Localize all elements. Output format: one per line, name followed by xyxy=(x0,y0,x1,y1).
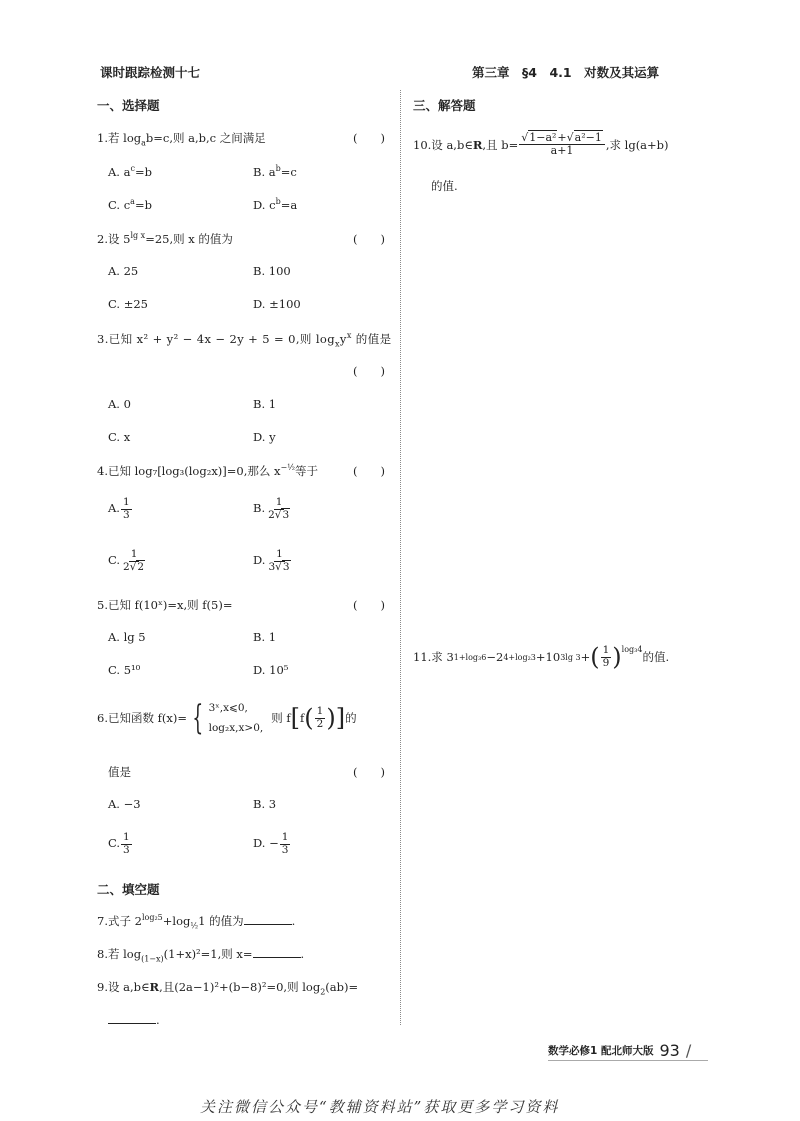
column-divider xyxy=(400,90,401,1025)
answer-paren-1[interactable]: ( ) xyxy=(353,131,385,145)
q5-option-d[interactable]: D. 10⁵ xyxy=(253,663,289,677)
page-footer xyxy=(548,1041,691,1060)
q4-option-c[interactable]: C. $\frac{1}{2√2}$ xyxy=(108,549,148,573)
question-7: 7.式子 $2^{log_25}+\log_{\frac{1}{2}}1$ 的值为 . xyxy=(97,913,296,931)
q6-brace: { xyxy=(192,698,204,738)
q4-option-b[interactable]: B. $\frac{1}{2√3}$ xyxy=(253,497,293,521)
q2-option-a[interactable]: A. 25 xyxy=(108,264,139,278)
q6-right-bracket: ] xyxy=(335,704,346,732)
answer-paren-3[interactable]: ( ) xyxy=(353,364,385,378)
q3-option-a[interactable]: A. 0 xyxy=(108,397,131,411)
fill-blank-9[interactable] xyxy=(108,1013,156,1024)
footer-book-label: 数学必修1 配北师大版 xyxy=(548,1045,654,1057)
answer-paren-5[interactable]: ( ) xyxy=(353,598,385,612)
q4-option-a[interactable]: A. $\frac{1}{3}$ xyxy=(108,496,130,521)
q3-option-c[interactable]: C. x xyxy=(108,430,131,444)
question-4: 4.已知 log₇[log₃(log₂x)]=0,那么 $x^{-\frac{1}{2}}$等于 xyxy=(97,463,318,478)
q1-option-d[interactable]: D. $c^b=a$ xyxy=(253,197,298,212)
header-right-title: 第三章 §4 4.1 对数及其运算 xyxy=(472,65,660,80)
section-answer: 三、解答题 xyxy=(413,98,476,113)
q6-right-paren: ) xyxy=(326,704,336,732)
q4-d-fraction: $\frac{1}{3√3}$ xyxy=(268,548,290,573)
q6-d-fraction: $\frac{1}{3}$ xyxy=(281,831,289,856)
question-1: 1.若 $\log_ab=c$,则 a,b,c 之间满足 xyxy=(97,131,266,148)
q3-option-d[interactable]: D. y xyxy=(253,430,276,444)
question-2: 2.设 $5^{lg x}=25$,则 x 的值为 xyxy=(97,231,233,246)
header-left-title: 课时跟踪检测十七 xyxy=(100,65,201,80)
footer-slash: / xyxy=(685,1041,692,1060)
q2-option-d[interactable]: D. ±100 xyxy=(253,297,301,311)
q6-left-paren: ( xyxy=(304,704,314,732)
answer-paren-4[interactable]: ( ) xyxy=(353,464,385,478)
answer-paren-6[interactable]: ( ) xyxy=(353,765,385,779)
q11-right-paren: ) xyxy=(612,643,622,672)
q4-option-d[interactable]: D. $\frac{1}{3√3}$ xyxy=(253,549,294,573)
q5-option-c[interactable]: C. 5¹⁰ xyxy=(108,663,141,677)
q4-b-fraction: $\frac{1}{2√3}$ xyxy=(268,496,290,521)
question-6: 6.已知函数 f(x)= { 3ˣ,x⩽0, log₂x,x>0, 则 f [ f ( 1 2 ) ] 的 xyxy=(97,698,357,738)
q4-c-fraction: $\frac{1}{2√2}$ xyxy=(123,548,145,573)
q5-option-a[interactable]: A. lg 5 xyxy=(108,630,146,644)
q11-left-paren: ( xyxy=(590,643,600,672)
question-11: 11.求 3 1+log₃6 −2 4+log₂3 +10 3lg 3 + ( 1 9 ) $^{log_34}$ 的值. xyxy=(413,643,670,672)
question-10-line2: 的值. xyxy=(431,179,458,193)
question-6-line2: 值是 xyxy=(108,765,131,779)
q1-option-a[interactable]: A. $a^c=b$ xyxy=(108,164,152,179)
q6-option-d[interactable]: D. − $\frac{1}{3}$ xyxy=(253,831,289,856)
q6-option-a[interactable]: A. −3 xyxy=(108,797,141,811)
q6-cases: 3ˣ,x⩽0, log₂x,x>0, xyxy=(208,702,264,734)
section-fill: 二、填空题 xyxy=(97,882,160,897)
footer-rule xyxy=(548,1060,708,1061)
question-8: 8.若 $\log_{(1-x)}(1+x)^2=1$,则 x= . xyxy=(97,947,305,964)
section-choice: 一、选择题 xyxy=(97,98,160,113)
question-5: 5.已知 f(10ˣ)=x,则 f(5)= xyxy=(97,598,233,612)
page-number: 93 xyxy=(659,1041,680,1060)
q4-a-fraction: $\frac{1}{3}$ xyxy=(122,496,130,521)
q3-option-b[interactable]: B. 1 xyxy=(253,397,277,411)
question-9: 9.设 a,b∈R,且(2a−1)²+(b−8)²=0,则 $\log_2(ab)=$ xyxy=(97,980,359,997)
question-10: 10.设 a,b∈ R ,且 b= $\frac{\text{√1−a²+√a²−1}}{a+1}$ ,求 lg(a+b) xyxy=(413,131,669,158)
q11-ninth: 1 9 xyxy=(602,644,610,669)
q2-option-b[interactable]: B. 100 xyxy=(253,264,291,278)
fill-blank-8[interactable] xyxy=(253,947,301,958)
q2-option-c[interactable]: C. ±25 xyxy=(108,297,148,311)
question-9-line2: . xyxy=(108,1013,160,1027)
q6-left-bracket: [ xyxy=(290,704,301,732)
q6-option-b[interactable]: B. 3 xyxy=(253,797,277,811)
q6-option-c[interactable]: C. $\frac{1}{3}$ xyxy=(108,831,130,856)
question-3: 3.已知 x² + y² − 4x − 2y + 5 = 0,则 $\log_xy^x$ 的值是 xyxy=(97,331,392,349)
q1-option-b[interactable]: B. $a^b=c$ xyxy=(253,164,297,179)
q10-fraction: $\frac{\text{√1−a²+√a²−1}}{a+1}$ xyxy=(519,132,605,157)
q6-c-fraction: $\frac{1}{3}$ xyxy=(123,831,130,856)
watermark-text: 关注微信公众号“教辅资料站”获取更多学习资料 xyxy=(200,1098,560,1116)
answer-paren-2[interactable]: ( ) xyxy=(353,232,385,246)
q5-option-b[interactable]: B. 1 xyxy=(253,630,277,644)
fill-blank-7[interactable] xyxy=(244,914,292,925)
q6-half: 1 2 xyxy=(316,704,324,730)
q1-option-c[interactable]: C. $c^a=b$ xyxy=(108,197,152,212)
